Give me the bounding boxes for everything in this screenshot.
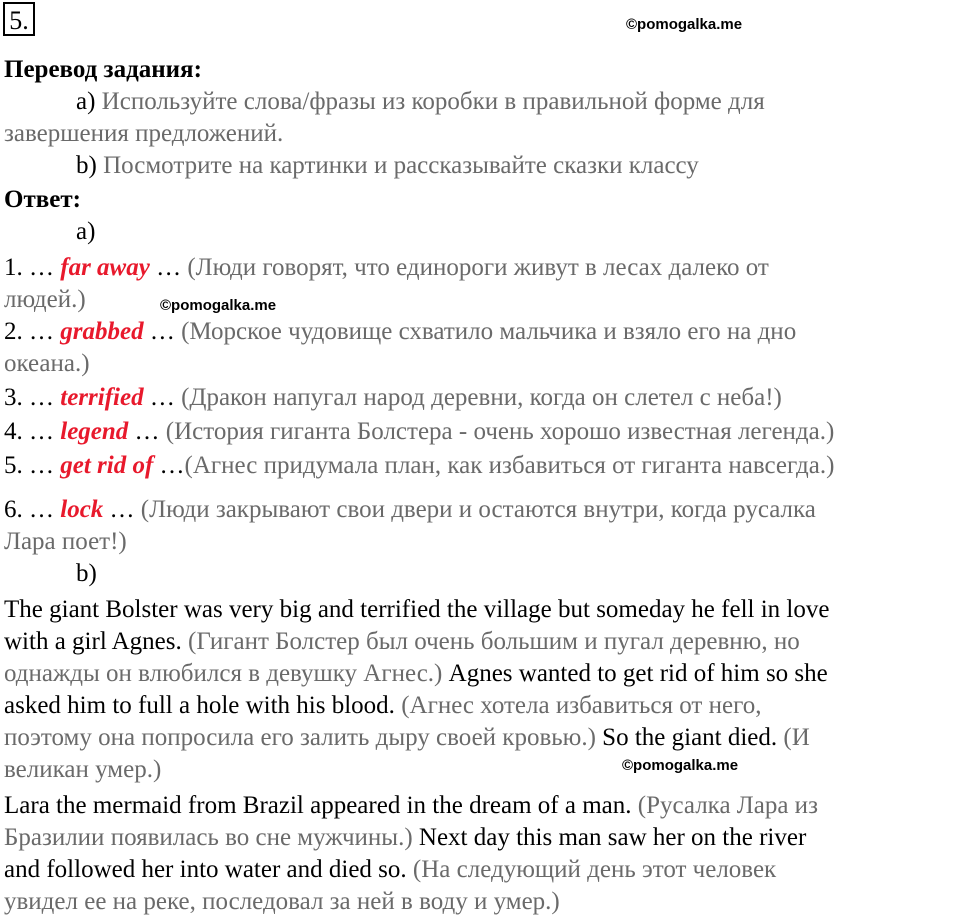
answer-word: get rid of xyxy=(60,452,154,479)
answer-word: lock xyxy=(60,496,104,523)
answer-ellipsis: … xyxy=(128,418,166,445)
task-a-line-2: завершения предложений. xyxy=(4,120,284,147)
answer-translation: (Морское чудовище схватило мальчика и взяло его на дно xyxy=(181,318,797,345)
task-b-label: b) xyxy=(76,152,97,179)
answer-3 xyxy=(4,382,782,414)
answer-num: 2. … xyxy=(4,318,54,345)
answer-ellipsis: … xyxy=(149,254,188,281)
answer-num: 5. … xyxy=(4,452,54,479)
story-en: with a girl Agnes. xyxy=(4,628,189,655)
story-ru: (Агнес хотела избавиться от него, xyxy=(401,692,762,719)
story-en: asked him to full a hole with his blood. xyxy=(4,692,402,719)
answer-word: terrified xyxy=(60,384,144,411)
task-a-label: a) xyxy=(76,88,96,115)
story-line-5 xyxy=(4,722,810,754)
answer-word: grabbed xyxy=(60,318,144,345)
story-en: So the giant died. xyxy=(595,724,784,751)
story-ru: (Русалка Лара из xyxy=(637,792,818,819)
story-line-10: увидел ее на реке, последовал за ней в воду и умер.) xyxy=(4,888,560,915)
answer-num: 1. … xyxy=(4,254,54,281)
story-en: and followed her into water and died so. xyxy=(4,856,413,883)
answer-5 xyxy=(4,450,834,482)
story-line-8 xyxy=(4,822,806,854)
story-ru: (Гигант Болстер был очень большим и пугал деревню, но xyxy=(188,628,800,655)
answer-1-cont: людей.) xyxy=(4,286,86,313)
answer-2-cont: океана.) xyxy=(4,350,90,377)
story-ru: (На следующий день этот человек xyxy=(412,856,777,883)
watermark: ©pomogalka.me xyxy=(622,757,739,774)
task-b-line xyxy=(76,150,699,182)
answer-translation: (Люди закрывают свои двери и остаются внутри, когда русалка xyxy=(140,496,816,523)
answer-translation: (Агнес придумала план, как избавиться от гиганта навсегда.) xyxy=(184,452,835,479)
answer-num: 6. … xyxy=(4,496,54,523)
story-line-3 xyxy=(4,658,828,690)
answer-translation: (Дракон напугал народ деревни, когда он слетел с неба!) xyxy=(181,384,782,411)
task-a-text: Используйте слова/фразы из коробки в правильной форме для xyxy=(101,88,765,115)
answer-translation: (Люди говорят, что единороги живут в лесах далеко от xyxy=(187,254,769,281)
task-b-text: Посмотрите на картинки и рассказывайте сказки классу xyxy=(103,152,699,179)
story-ru: однажды он влюбился в девушку Агнес.) xyxy=(4,660,443,687)
story-line-1: The giant Bolster was very big and terrified the village but someday he fell in love xyxy=(4,596,830,623)
story-line-4 xyxy=(4,690,761,722)
story-line-9 xyxy=(4,854,776,886)
exercise-number: 5. xyxy=(3,2,35,36)
answer-ellipsis: … xyxy=(143,384,182,411)
watermark: ©pomogalka.me xyxy=(626,16,743,33)
answer-2 xyxy=(4,316,796,348)
answer-ellipsis: … xyxy=(153,452,185,479)
answer-b-label: b) xyxy=(76,560,97,587)
translation-heading: Перевод задания: xyxy=(4,56,202,83)
story-line-7 xyxy=(4,790,818,822)
answer-6 xyxy=(4,494,816,526)
task-a-line-1 xyxy=(76,86,765,118)
answer-1 xyxy=(4,252,769,284)
story-ru: (И xyxy=(783,724,810,751)
story-en: Next day this man saw her on the river xyxy=(412,824,807,851)
story-line-2 xyxy=(4,626,800,658)
answer-heading: Ответ: xyxy=(4,186,81,213)
answer-6-cont: Лара поет!) xyxy=(4,528,127,555)
answer-word: legend xyxy=(60,418,129,445)
answer-a-label: a) xyxy=(76,218,96,245)
story-en: Agnes wanted to get rid of him so she xyxy=(442,660,828,687)
story-line-6: великан умер.) xyxy=(4,756,162,783)
answer-ellipsis: … xyxy=(143,318,182,345)
story-en: Lara the mermaid from Brazil appeared in the dream of a man. xyxy=(4,792,638,819)
story-ru: поэтому она попросила его залить дыру своей кровью.) xyxy=(4,724,596,751)
answer-4 xyxy=(4,416,834,448)
answer-num: 3. … xyxy=(4,384,54,411)
watermark: ©pomogalka.me xyxy=(160,297,277,314)
answer-ellipsis: … xyxy=(103,496,141,523)
answer-word: far away xyxy=(60,254,150,281)
answer-translation: (История гиганта Болстера - очень хорошо известная легенда.) xyxy=(165,418,835,445)
answer-num: 4. … xyxy=(4,418,54,445)
story-ru: Бразилии появилась во сне мужчины.) xyxy=(4,824,413,851)
